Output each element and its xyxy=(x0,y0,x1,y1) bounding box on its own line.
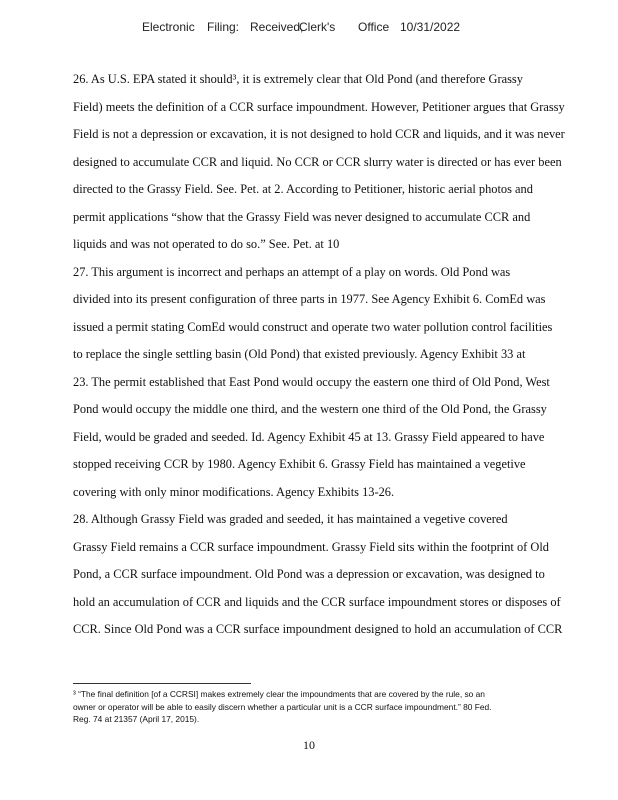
body-line-19: Pond, a CCR surface impoundment. Old Pond was a depression or excavation, was designed to xyxy=(73,567,545,581)
document-body xyxy=(73,71,605,649)
body-line-2: Field) meets the definition of a CCR surface impoundment. However, Petitioner argues that Grassy xyxy=(73,99,565,114)
body-line-18: Grassy Field remains a CCR surface impoundment. Grassy Field sits within the footprint of Old xyxy=(73,539,549,554)
header-office: Office xyxy=(358,20,390,34)
body-line-13: Pond would occupy the middle one third, and the western one third of the Old Pond, the Grassy xyxy=(73,402,547,416)
body-line-12: 23. The permit established that East Pond would occupy the eastern one third of Old Pond, West xyxy=(73,374,550,389)
header-clerks: Clerk's xyxy=(299,20,336,34)
body-line-8: 27. This argument is incorrect and perhaps an attempt of a play on words. Old Pond was xyxy=(73,264,511,279)
page-number: 10 xyxy=(303,738,315,752)
body-line-11: to replace the single settling basin (Old Pond) that existed previously. Agency Exhibit 33 at xyxy=(73,347,526,361)
footnote-line-1: ³ “The final definition [of a CCRSI] makes extremely clear the impoundments that are covered by the rule, so an xyxy=(73,689,485,699)
header-filing: Filing: xyxy=(207,20,240,34)
body-line-3: Field is not a depression or excavation, it is not designed to hold CCR and liquids, and it was never xyxy=(73,127,565,141)
body-line-1: 26. As U.S. EPA stated it should³, it is extremely clear that Old Pond (and therefore Grassy xyxy=(73,72,523,86)
header-received: Received, xyxy=(250,20,304,34)
body-line-5: directed to the Grassy Field. See. Pet. at 2. According to Petitioner, historic aerial photos and xyxy=(73,182,533,196)
footnote-divider xyxy=(73,683,251,684)
body-line-21: CCR. Since Old Pond was a CCR surface impoundment designed to hold an accumulation of CCR xyxy=(73,622,563,636)
footnote-line-2: owner or operator will be able to easily discern whether a particular unit is a CCR surface impoundment.” 80 Fed. xyxy=(73,701,492,712)
header-date: 10/31/2022 xyxy=(400,20,461,34)
body-line-10: issued a permit stating ComEd would construct and operate two water pollution control facilities xyxy=(73,319,553,334)
body-line-17: 28. Although Grassy Field was graded and seeded, it has maintained a vegetive covered xyxy=(73,512,508,526)
body-line-4: designed to accumulate CCR and liquid. No CCR or CCR slurry water is directed or has ever been xyxy=(73,154,562,169)
footnote xyxy=(73,688,573,726)
body-line-15: stopped receiving CCR by 1980. Agency Exhibit 6. Grassy Field has maintained a vegetive xyxy=(73,457,526,471)
body-line-20: hold an accumulation of CCR and liquids and the CCR surface impoundment stores or disposes of xyxy=(73,594,561,609)
footnote-line-3: Reg. 74 at 21357 (April 17, 2015). xyxy=(73,714,200,724)
body-line-14: Field, would be graded and seeded. Id. Agency Exhibit 45 at 13. Grassy Field appeared to have xyxy=(73,429,545,444)
body-line-16: covering with only minor modifications. Agency Exhibits 13-26. xyxy=(73,484,395,499)
header-electronic: Electronic xyxy=(142,20,195,34)
body-line-6: permit applications “show that the Grassy Field was never designed to accumulate CCR and xyxy=(73,209,531,224)
body-line-9: divided into its present configuration of three parts in 1977. See Agency Exhibit 6. ComEd was xyxy=(73,292,546,306)
body-line-7: liquids and was not operated to do so.” See. Pet. at 10 xyxy=(73,237,340,251)
